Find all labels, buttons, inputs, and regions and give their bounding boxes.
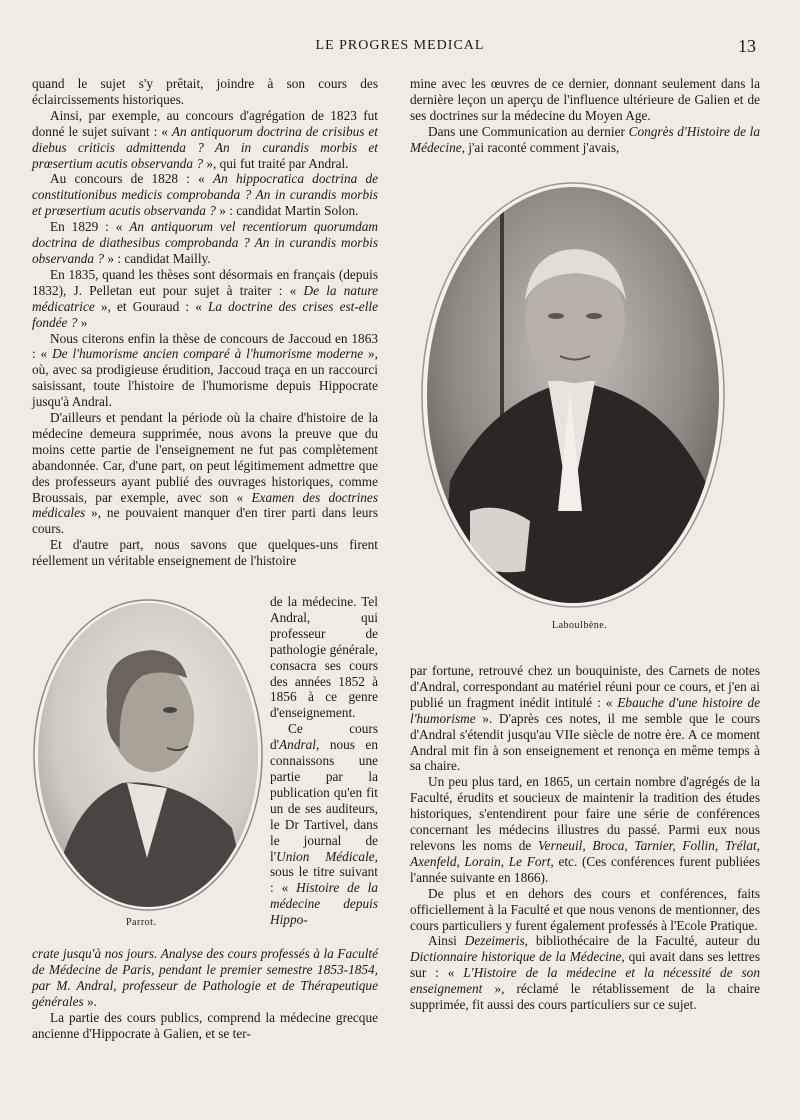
italic-run: Union Médicale xyxy=(276,848,375,864)
text-run: de la médecine. Tel Andral, qui professeur de pathologie générale, consacra ses cours des années 1852 à 1856 à ce genre d'enseignement. xyxy=(270,594,378,721)
text-run: Et d'autre part, nous savons que quelques-uns firent réellement un véritable enseignement de l'histoire xyxy=(32,537,378,569)
italic-run: Congrès d'Histoire de la Médecine xyxy=(410,123,761,155)
paragraph xyxy=(32,76,378,108)
paragraph xyxy=(410,663,760,774)
paragraph xyxy=(410,886,760,934)
text-run: », qui fut traité par Andral. xyxy=(203,155,349,171)
text-run: etc. (Ces conférences furent publiées l'année suivante en 1866). xyxy=(410,853,760,885)
page-number: 13 xyxy=(738,36,756,56)
parrot-portrait xyxy=(32,598,264,912)
text-run: Ainsi xyxy=(428,933,465,949)
text-run: D'ailleurs et pendant la période où la chaire d'histoire de la médecine demeura supprimée, nous avons la preuve que du moins cette partie de l'enseignement ne fut pas complètement abandonnée. Car, d'une part, on peut légitimement admettre que des professeurs ayant publié des ouvrages historiques, comme Broussais, par exemple, avec son « xyxy=(32,410,378,505)
italic-run: Andral xyxy=(279,737,316,753)
paragraph xyxy=(32,537,378,569)
text-run: Ainsi, par exemple, au concours d'agrégation de 1823 fut donné le sujet suivant : « xyxy=(32,107,378,139)
left-column xyxy=(32,76,378,569)
paragraph xyxy=(270,721,378,928)
text-run: , sous le titre suivant : « xyxy=(270,848,378,896)
paragraph xyxy=(32,1010,378,1042)
text-run: Au concours de 1828 : « xyxy=(50,171,214,187)
paragraph xyxy=(410,76,760,124)
italic-run: An hippocratica doctrina de constitutionibus medicis comprobanda ? An in curandis morbis et prœsertium acutis observanda ? xyxy=(32,171,379,219)
left-bottom-column xyxy=(32,946,378,1041)
text-run: Dans une Communication au dernier xyxy=(428,123,629,139)
text-run: La partie des cours publics, comprend la médecine grecque ancienne d'Hippocrate à Galien, et se ter- xyxy=(32,1009,378,1041)
paragraph xyxy=(410,933,760,1013)
italic-run: Histoire de la médecine depuis Hippo- xyxy=(270,880,378,928)
text-run: » : candidat Mailly. xyxy=(104,250,211,266)
paragraph xyxy=(32,267,378,331)
italic-run: Ebauche d'une histoire de l'humorisme xyxy=(410,694,760,726)
laboulbene-portrait xyxy=(420,181,726,609)
text-run: quand le sujet s'y prêtait, joindre à son cours des éclaircissements historiques. xyxy=(32,76,378,107)
italic-run: Dictionnaire historique de la Médecine xyxy=(410,949,622,965)
paragraph xyxy=(32,946,378,1010)
text-run: », et Gouraud : « xyxy=(94,298,208,314)
italic-run: La doctrine des crises est-elle fondée ? xyxy=(32,298,378,330)
text-run: ». xyxy=(83,993,97,1009)
paragraph xyxy=(32,108,378,172)
text-run: Nous citerons enfin la thèse de concours de Jaccoud en 1863 : « xyxy=(32,330,378,362)
text-run: ». D'après ces notes, il me semble que le cours d'Andral s'étendit jusqu'au VIIe siècle de notre ère. A ce moment Andral mit fin à son enseignement et renonça en même temps à sa chaire. xyxy=(410,710,760,774)
italic-run: Examen des doctrines médicales xyxy=(32,489,378,521)
parrot-caption: Parrot. xyxy=(126,917,157,928)
text-run: En 1835, quand les thèses sont désormais en français (depuis 1832), J. Pelletan eut pour sujet à traiter : « xyxy=(32,266,378,298)
text-run: » xyxy=(77,314,88,330)
paragraph xyxy=(410,124,760,156)
text-run: , nous en connaissons une partie par la publication qu'en fit un de ses auditeurs, le Dr Tartivel, dans le journal de l' xyxy=(270,737,378,864)
text-run: par fortune, retrouvé chez un bouquiniste, des Carnets de notes d'Andral, correspondant au matériel réuni pour ce cours, et j'en ai publié un fragment inédit intitulé : « xyxy=(410,663,760,710)
text-run: Ce cours d' xyxy=(270,721,378,753)
text-run: », où, avec sa prodigieuse érudition, Jaccoud traça en un raccourci saisissant, toute l'histoire de l'humorisme depuis Hippocrate jusqu'à Andral. xyxy=(32,346,379,410)
laboulbene-caption: Laboulbène. xyxy=(552,620,608,631)
left-mid-column xyxy=(270,594,378,928)
paragraph xyxy=(32,171,378,219)
italic-run: crate jusqu'à nos jours. Analyse des cours professés à la Faculté de Médecine de Paris, pendant le premier semestre 1853-1854, par M. Andral, professeur de Pathologie et de Thérapeutique générales xyxy=(32,946,378,1009)
italic-run: De la nature médicatrice xyxy=(32,282,379,314)
italic-run: An antiquorum vel recentiorum quorumdam doctrina de diathesibus comprobanda ? An in curandis morbis observanda ? xyxy=(32,219,378,266)
text-run: », ne pouvaient manquer d'en tirer parti dans leurs cours. xyxy=(32,505,378,537)
italic-run: Verneuil, Broca, Tarnier, Follin, Trélat, Axenfeld, Lorain, Le Fort, xyxy=(410,837,760,869)
header-title: LE PROGRES MEDICAL xyxy=(315,38,485,53)
text-run: mine avec les œuvres de ce dernier, donnant seulement dans la dernière leçon un aperçu de l'influence ultérieure de Galien et de ses doctrines sur la médecine du Moyen Age. xyxy=(410,76,760,123)
text-run: » : candidat Martin Solon. xyxy=(215,203,359,219)
paragraph xyxy=(32,410,378,537)
paragraph xyxy=(410,774,760,885)
text-run: En 1829 : « xyxy=(50,219,130,235)
italic-run: L'Histoire de la médecine et la nécessité de son enseignement xyxy=(410,965,760,997)
text-run: , bibliothécaire de la Faculté, auteur du xyxy=(524,933,761,949)
text-run: Un peu plus tard, en 1865, un certain nombre d'agrégés de la Faculté, érudits et soucieux de maintenir la tradition des études historiques, s'entendirent pour faire une série de conférences concernant les médecins illustres du passé. Parmi eux nous relevons les noms de xyxy=(410,774,760,853)
paragraph xyxy=(32,219,378,267)
right-bottom-column xyxy=(410,663,760,1013)
italic-run: Dezeimeris xyxy=(464,933,525,949)
italic-run: An antiquorum doctrina de crisibus et diebus criticis admittenda ? An in curandis morbis et prœsertium acutis observanda ? xyxy=(32,123,379,171)
right-top-column xyxy=(410,76,760,156)
paragraph xyxy=(32,331,378,411)
text-run: , j'ai raconté comment j'avais, xyxy=(461,139,620,155)
paragraph xyxy=(270,594,378,721)
text-run: , qui avait dans ses lettres sur : « xyxy=(410,949,760,981)
text-run: », réclamé le rétablissement de la chaire supprimée, fit aussi des cours particuliers sur ce sujet. xyxy=(410,981,760,1013)
text-run: De plus et en dehors des cours et conférences, faits officiellement à la Faculté et que nous venons de mentionner, des cours particuliers y furent également professés à l'Ecole Pratique. xyxy=(410,885,760,933)
italic-run: De l'humorisme ancien comparé à l'humorisme moderne xyxy=(52,346,364,362)
